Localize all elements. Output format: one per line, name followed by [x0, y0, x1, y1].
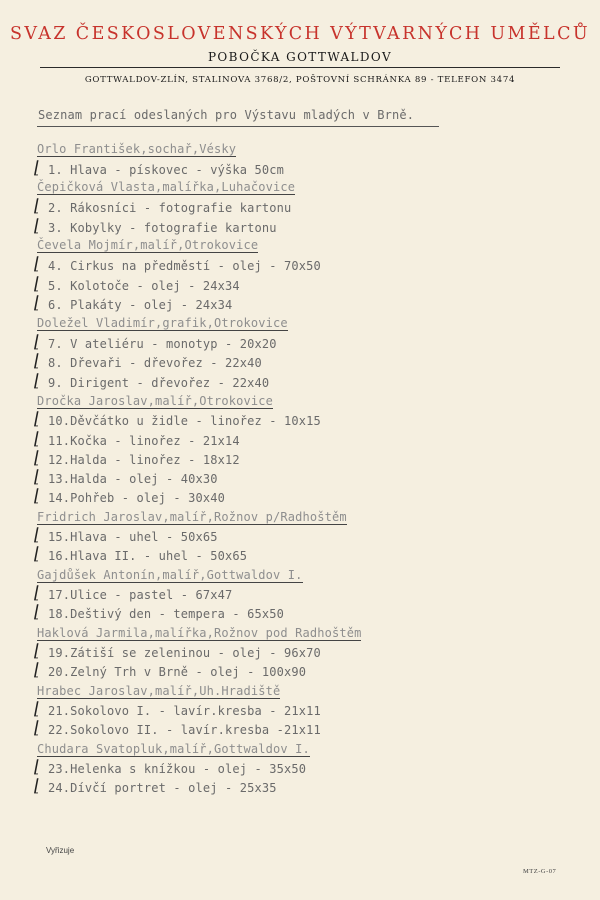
artwork-item: 8. Dřevaři - dřevořez - 22x40	[48, 356, 262, 370]
artwork-item: 15.Hlava - uhel - 50x65	[48, 530, 218, 544]
handwritten-check-icon: ⌊	[34, 429, 41, 449]
artwork-item: 16.Hlava II. - uhel - 50x65	[48, 549, 248, 563]
document-title: Seznam prací odeslaných pro Výstavu mladých v Brně.	[38, 108, 415, 122]
handwritten-check-icon: ⌊	[34, 776, 41, 796]
artwork-item: 4. Cirkus na předměstí - olej - 70x50	[48, 259, 321, 273]
artwork-item: 18.Deštivý den - tempera - 65x50	[48, 607, 284, 621]
artwork-item: 2. Rákosníci - fotografie kartonu	[48, 201, 292, 215]
artwork-item: 5. Kolotoče - olej - 24x34	[48, 279, 240, 293]
handwritten-check-icon: ⌊	[34, 409, 41, 429]
artist-heading: Dročka Jaroslav,malíř,Otrokovice	[37, 394, 273, 408]
letterhead-rule	[40, 67, 560, 68]
artwork-item: 11.Kočka - linořez - 21x14	[48, 434, 240, 448]
handwritten-check-icon: ⌊	[34, 757, 41, 777]
artwork-item: 22.Sokolovo II. - lavír.kresba -21x11	[48, 723, 321, 737]
artwork-item: 17.Ulice - pastel - 67x47	[48, 588, 233, 602]
title-underline	[37, 126, 439, 127]
branch-name: POBOČKA GOTTWALDOV	[207, 50, 393, 64]
handwritten-check-icon: ⌊	[34, 602, 41, 622]
handwritten-check-icon: ⌊	[34, 332, 41, 352]
artwork-item: 1. Hlava - pískovec - výška 50cm	[48, 163, 284, 177]
artwork-item: 23.Helenka s knížkou - olej - 35x50	[48, 762, 307, 776]
handwritten-check-icon: ⌊	[34, 293, 41, 313]
handwritten-check-icon: ⌊	[34, 699, 41, 719]
handwritten-check-icon: ⌊	[34, 216, 41, 236]
handwritten-check-icon: ⌊	[34, 583, 41, 603]
handwritten-check-icon: ⌊	[34, 660, 41, 680]
artwork-item: 9. Dirigent - dřevořez - 22x40	[48, 376, 270, 390]
handwritten-check-icon: ⌊	[34, 544, 41, 564]
handwritten-check-icon: ⌊	[34, 641, 41, 661]
handwritten-check-icon: ⌊	[34, 486, 41, 506]
artwork-item: 7. V ateliéru - monotyp - 20x20	[48, 337, 277, 351]
artist-heading: Čevela Mojmír,malíř,Otrokovice	[37, 238, 259, 252]
artwork-item: 24.Dívčí portret - olej - 25x35	[48, 781, 277, 795]
handled-by-label: Vyřizuje	[46, 846, 75, 855]
artist-heading: Chudara Svatopluk,malíř,Gottwaldov I.	[37, 742, 310, 756]
address-line: GOTTWALDOV-ZLÍN, STALINOVA 3768/2, POŠTOVNÍ SCHRÁNKA 89 - TELEFON 3474	[84, 75, 516, 85]
artwork-item: 19.Zátiší se zeleninou - olej - 96x70	[48, 646, 321, 660]
handwritten-check-icon: ⌊	[34, 254, 41, 274]
handwritten-check-icon: ⌊	[34, 525, 41, 545]
handwritten-check-icon: ⌊	[34, 718, 41, 738]
artist-heading: Gajdůšek Antonín,malíř,Gottwaldov I.	[37, 568, 303, 582]
artwork-item: 3. Kobylky - fotografie kartonu	[48, 221, 277, 235]
handwritten-check-icon: ⌊	[34, 158, 41, 178]
artwork-item: 6. Plakáty - olej - 24x34	[48, 298, 233, 312]
handwritten-check-icon: ⌊	[34, 448, 41, 468]
artwork-item: 14.Pohřeb - olej - 30x40	[48, 491, 225, 505]
artist-heading: Orlo František,sochař,Vésky	[37, 142, 237, 156]
handwritten-check-icon: ⌊	[34, 371, 41, 391]
artist-heading: Haklová Jarmila,malířka,Rožnov pod Radhoštěm	[37, 626, 362, 640]
handwritten-check-icon: ⌊	[34, 196, 41, 216]
artist-heading: Fridrich Jaroslav,malíř,Rožnov p/Radhoštěm	[37, 510, 347, 524]
form-code: MTZ-G-07	[523, 868, 557, 875]
artwork-item: 12.Halda - linořez - 18x12	[48, 453, 240, 467]
handwritten-check-icon: ⌊	[34, 351, 41, 371]
artwork-item: 20.Zelný Trh v Brně - olej - 100x90	[48, 665, 307, 679]
artwork-item: 10.Děvčátko u židle - linořez - 10x15	[48, 414, 321, 428]
handwritten-check-icon: ⌊	[34, 274, 41, 294]
artist-heading: Čepičková Vlasta,malířka,Luhačovice	[37, 180, 296, 194]
handwritten-check-icon: ⌊	[34, 467, 41, 487]
artist-heading: Hrabec Jaroslav,malíř,Uh.Hradiště	[37, 684, 281, 698]
organization-name: SVAZ ČESKOSLOVENSKÝCH VÝTVARNÝCH UMĚLCŮ	[9, 24, 591, 44]
artwork-item: 21.Sokolovo I. - lavír.kresba - 21x11	[48, 704, 321, 718]
artwork-item: 13.Halda - olej - 40x30	[48, 472, 218, 486]
artist-heading: Doležel Vladimír,grafik,Otrokovice	[37, 316, 288, 330]
